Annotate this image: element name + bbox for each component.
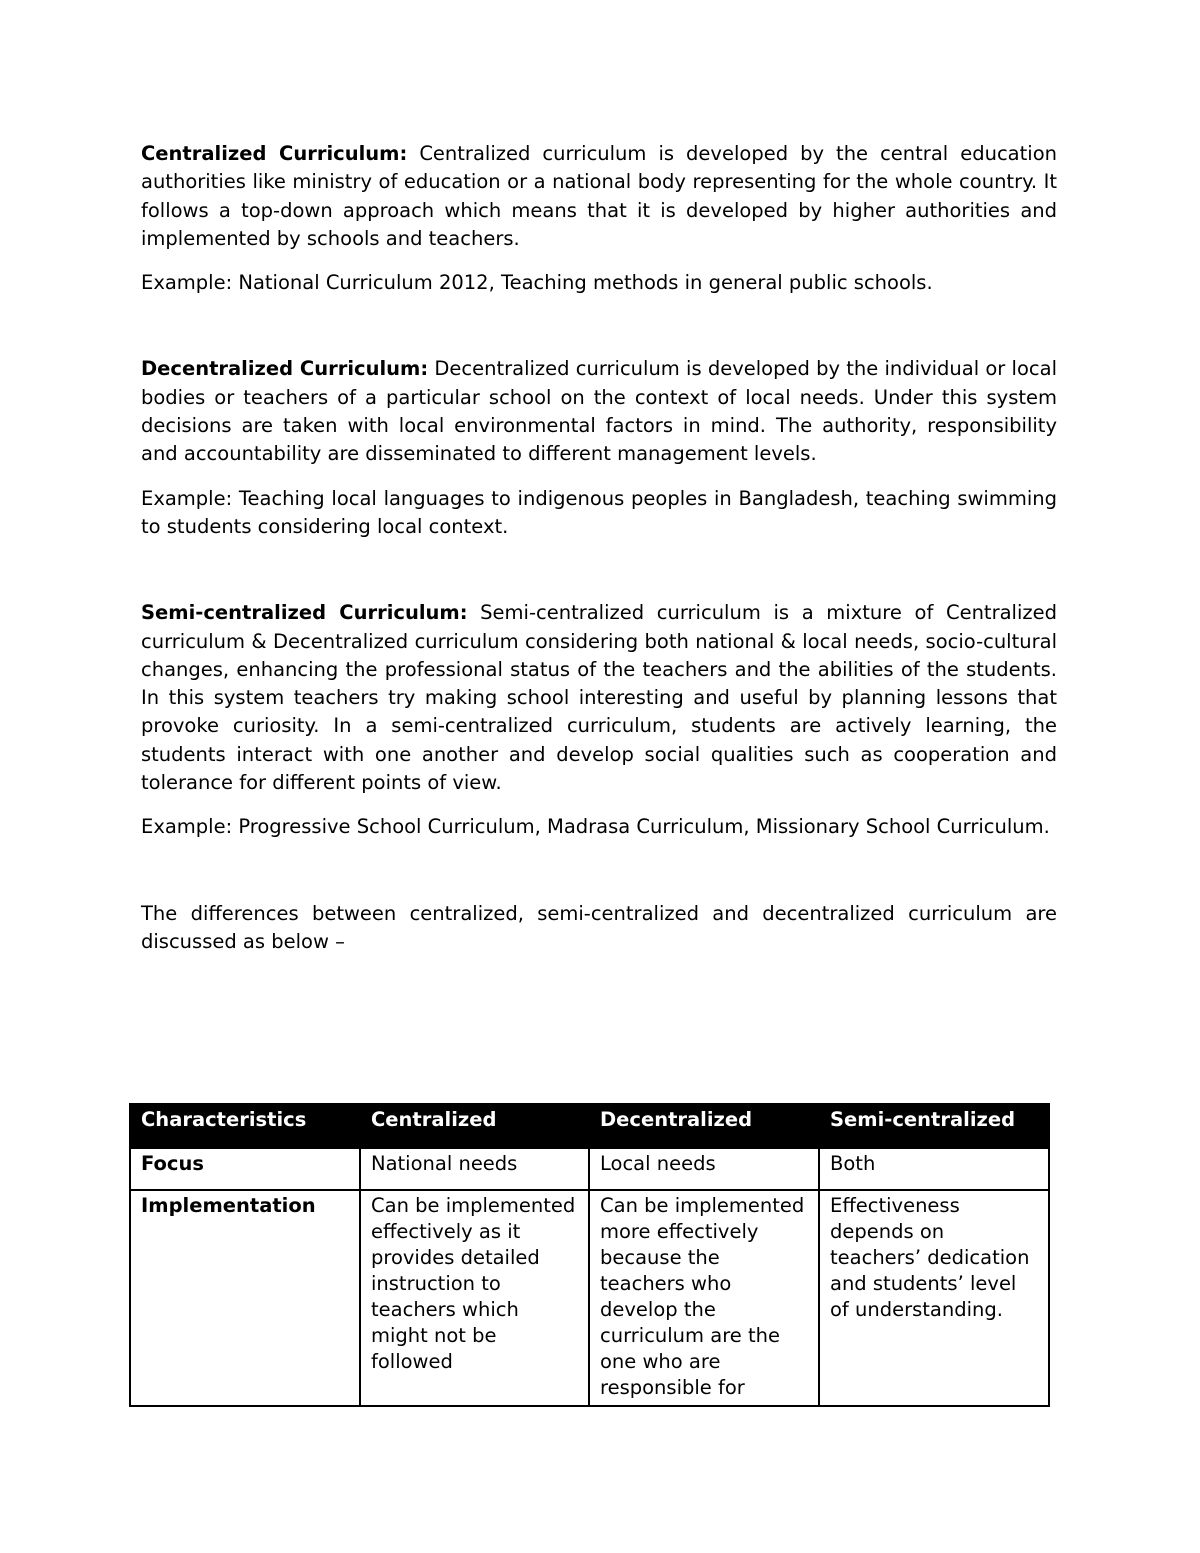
header-decentralized: Decentralized: [589, 1104, 819, 1148]
header-characteristics: Characteristics: [130, 1104, 360, 1148]
semi-centralized-example: Example: Progressive School Curriculum, Madrasa Curriculum, Missionary School Curriculum.: [141, 815, 1050, 839]
row-label-focus: Focus: [130, 1148, 360, 1190]
cell-implementation-decentralized: Can be implemented more effectively because the teachers who develop the curriculum are the one who are responsible for: [589, 1190, 819, 1406]
cell-focus-decentralized: Local needs: [589, 1148, 819, 1190]
decentralized-definition: [141, 355, 1057, 468]
table-row: [130, 1148, 1049, 1190]
comparison-table: [129, 1103, 1050, 1407]
cell-implementation-centralized: Can be implemented effectively as it provides detailed instruction to teachers which might not be followed: [360, 1190, 589, 1406]
centralized-example: Example: National Curriculum 2012, Teaching methods in general public schools.: [141, 271, 933, 295]
document-page: [141, 140, 1057, 956]
cell-focus-semi-centralized: Both: [819, 1148, 1049, 1190]
decentralized-example: Example: Teaching local languages to indigenous peoples in Bangladesh, teaching swimming to students considering local context.: [141, 486, 1057, 538]
semi-centralized-body: Semi-centralized curriculum is a mixture of Centralized curriculum & Decentralized curriculum considering both national & local needs, socio-cultural changes, enhancing the professional status of the teachers and the abilities of the students. In this system teachers try making school interesting and useful by planning lessons that provoke curiosity. In a semi-centralized curriculum, students are actively learning, the students interact with one another and develop social qualities such as cooperation and tolerance for different points of view.: [141, 601, 1057, 795]
semi-centralized-definition: [141, 599, 1057, 797]
centralized-term: Centralized Curriculum:: [141, 142, 408, 165]
table-row: [130, 1190, 1049, 1406]
header-semi-centralized: Semi-centralized: [819, 1104, 1049, 1148]
decentralized-term: Decentralized Curriculum:: [141, 357, 429, 381]
centralized-definition: [141, 140, 1057, 253]
cell-implementation-semi-centralized: Effectiveness depends on teachers’ dedication and students’ level of understanding.: [819, 1190, 1049, 1406]
centralized-body: Centralized curriculum is developed by the central education authorities like ministry of education or a national body representing for the whole country. It follows a top-down approach which means that it is developed by higher authorities and implemented by schools and teachers.: [141, 142, 1057, 250]
table-header-row: [130, 1104, 1049, 1148]
header-centralized: Centralized: [360, 1104, 589, 1148]
cell-focus-centralized: National needs: [360, 1148, 589, 1190]
row-label-implementation: Implementation: [130, 1190, 360, 1406]
semi-centralized-term: Semi-centralized Curriculum:: [141, 601, 468, 625]
decentralized-body: Decentralized curriculum is developed by the individual or local bodies or teachers of a particular school on the context of local needs. Under this system decisions are taken with local environmental factors in mind. The authority, responsibility and accountability are disseminated to different management levels.: [141, 357, 1057, 466]
differences-intro: The differences between centralized, semi-centralized and decentralized curriculum are discussed as below –: [141, 901, 1057, 953]
